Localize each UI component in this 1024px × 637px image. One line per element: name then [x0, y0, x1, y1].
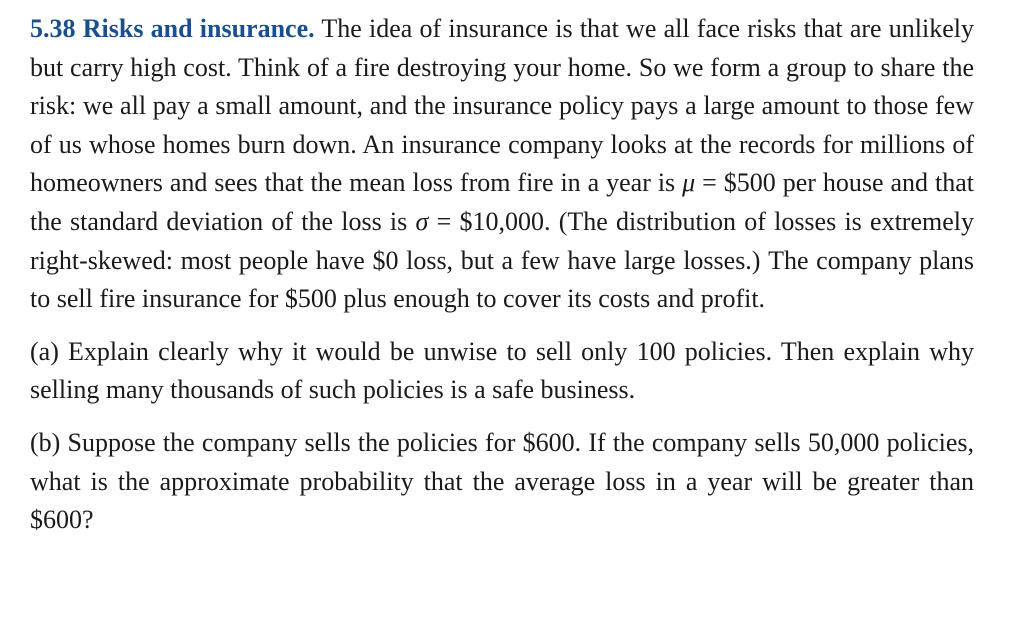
problem-number: 5.38	[30, 14, 76, 43]
intro-text-2: = $500 per house and that the standard deviation of the loss is	[30, 168, 974, 236]
intro-text-3: = $10,000. (The distribution of losses is extremely right-skewed: most people have $0 loss, but a few have large losses.) The company plans to sell fire insurance for $500 plus enough to cover its costs and profit.	[30, 206, 974, 314]
part-b-question: (b) Suppose the company sells the policies for $600. If the company sells 50,000 policies, what is the approximate probability that the average loss in a year will be greater than $600?	[30, 427, 974, 535]
sigma-symbol: σ	[415, 206, 429, 236]
part-a-question: (a) Explain clearly why it would be unwise to sell only 100 policies. Then explain why selling many thousands of such policies is a safe business.	[30, 336, 974, 405]
mu-symbol: μ	[682, 168, 696, 198]
problem-title: Risks and insurance.	[82, 14, 315, 43]
intro-text-1: The idea of insurance is that we all face risks that are unlikely but carry high cost. Think of a fire destroying your home. So we form a group to share the risk: we all pay a small amount, and the insurance policy pays a large amount to those few of us whose homes burn down. An insurance company looks at the records for millions of homeowners and sees that the mean loss from fire in a year is	[30, 14, 974, 198]
problem-statement	[30, 10, 974, 319]
problem-document	[30, 10, 974, 540]
